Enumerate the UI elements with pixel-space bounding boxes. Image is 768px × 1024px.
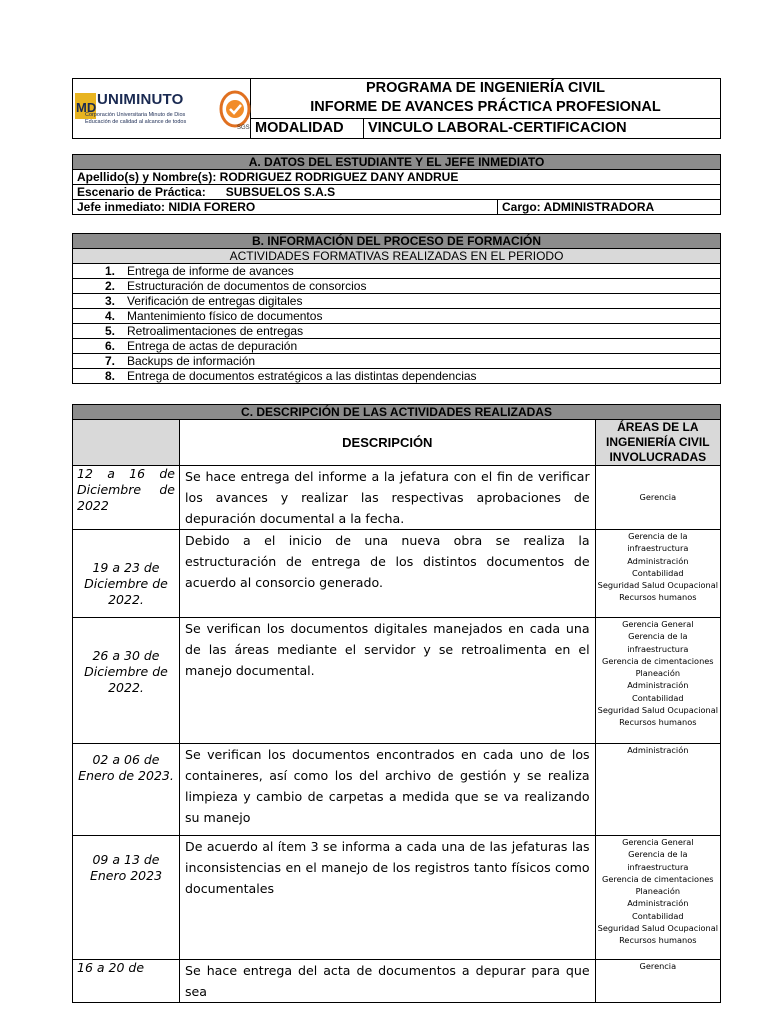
svg-text:MD: MD bbox=[76, 100, 97, 115]
activities-subheading: ACTIVIDADES FORMATIVAS REALIZADAS EN EL PERIODO bbox=[73, 249, 721, 264]
area-item: Planeación bbox=[635, 886, 681, 897]
week-date: 19 a 23 de Diciembre de 2022. bbox=[73, 530, 180, 618]
area-item: Contabilidad bbox=[632, 910, 684, 921]
activity-number: 8. bbox=[104, 369, 115, 383]
description-column-header: DESCRIPCIÓN bbox=[180, 420, 596, 466]
activity-row bbox=[73, 264, 721, 279]
area-item: Planeación bbox=[635, 668, 681, 679]
activity-description: Debido a el inicio de una nueva obra se realiza la estructuración de entrega de los distintos documentos de acuerdo al consorcio generado. bbox=[180, 530, 596, 618]
activity-row bbox=[73, 279, 721, 294]
week-date: 02 a 06 de Enero de 2023. bbox=[73, 744, 180, 836]
area-item: Administración bbox=[627, 555, 689, 566]
activity-description: Se verifican los documentos digitales manejados en cada una de las áreas mediante el servidor y se retroalimenta en el manejo documental. bbox=[180, 618, 596, 744]
seal-label: SGS bbox=[237, 125, 250, 131]
area-item: Gerencia bbox=[639, 961, 677, 971]
activity-number: 5. bbox=[104, 324, 115, 338]
involved-areas bbox=[595, 744, 720, 836]
activity-description: Se hace entrega del acta de documentos a depurar para que sea bbox=[180, 960, 596, 1003]
logo-subtitle: Corporación Universitaria Minuto de Dios bbox=[85, 112, 186, 118]
activity-report-row bbox=[73, 618, 721, 744]
immediate-boss: Jefe inmediato: NIDIA FORERO bbox=[73, 200, 498, 215]
activity-number: 1. bbox=[104, 264, 115, 278]
program-title: PROGRAMA DE INGENIERÍA CIVIL bbox=[251, 79, 721, 99]
involved-areas bbox=[595, 466, 720, 530]
activity-number: 3. bbox=[104, 294, 115, 308]
area-item: Gerencia de cimentaciones bbox=[602, 873, 714, 884]
week-date: 26 a 30 de Diciembre de 2022. bbox=[73, 618, 180, 744]
report-title: INFORME DE AVANCES PRÁCTICA PROFESIONAL bbox=[251, 98, 721, 118]
activity-report-row bbox=[73, 466, 721, 530]
area-item: Gerencia de cimentaciones bbox=[602, 655, 714, 666]
activity-row bbox=[73, 309, 721, 324]
area-item: Gerencia de la bbox=[628, 631, 688, 642]
activity-text: Retroalimentaciones de entregas bbox=[127, 324, 304, 338]
activity-text: Estructuración de documentos de consorcios bbox=[127, 279, 367, 293]
activity-report-row bbox=[73, 960, 721, 1003]
activity-row bbox=[73, 339, 721, 354]
activity-number: 6. bbox=[104, 339, 115, 353]
modalidad-label: MODALIDAD bbox=[251, 118, 364, 138]
activity-text: Backups de información bbox=[127, 354, 256, 368]
activity-report-row bbox=[73, 836, 721, 960]
area-item: Gerencia General bbox=[622, 837, 694, 847]
week-date: 09 a 13 de Enero 2023 bbox=[73, 836, 180, 960]
area-item: Seguridad Salud Ocupacional bbox=[597, 923, 718, 934]
activity-row bbox=[73, 369, 721, 384]
area-item: Seguridad Salud Ocupacional bbox=[597, 705, 718, 716]
activity-row bbox=[73, 324, 721, 339]
area-item: infraestructura bbox=[627, 861, 689, 872]
area-item: Administración bbox=[627, 898, 689, 909]
week-date: 16 a 20 de bbox=[73, 960, 180, 1003]
involved-areas bbox=[595, 960, 720, 1003]
logo-cell bbox=[73, 79, 251, 139]
activity-report-row bbox=[73, 530, 721, 618]
activity-number: 2. bbox=[104, 279, 115, 293]
modalidad-value: VINCULO LABORAL-CERTIFICACION bbox=[364, 118, 721, 138]
area-item: Gerencia de la bbox=[628, 531, 688, 541]
area-item: Gerencia General bbox=[622, 619, 694, 629]
section-c-table bbox=[72, 404, 721, 1003]
activity-description: Se verifican los documentos encontrados en cada uno de los containeres, así como los del archivo de gestión y se realiza limpieza y cambio de carpetas a medida que se va realizando su manejo bbox=[180, 744, 596, 836]
uniminuto-logo bbox=[75, 87, 250, 133]
date-column-header bbox=[73, 420, 180, 466]
activity-description: De acuerdo al ítem 3 se informa a cada una de las jefaturas las inconsistencias en el manejo de los registros tanto físicos como documentales bbox=[180, 836, 596, 960]
activity-number: 4. bbox=[104, 309, 115, 323]
practice-scenario: Escenario de Práctica: SUBSUELOS S.A.S bbox=[73, 185, 721, 200]
activity-text: Entrega de documentos estratégicos a las distintas dependencias bbox=[127, 369, 477, 383]
section-b-table bbox=[72, 233, 721, 384]
logo-tagline: Educación de calidad al alcance de todos bbox=[85, 119, 187, 125]
area-item: Recursos humanos bbox=[619, 717, 697, 728]
student-name: Apellido(s) y Nombre(s): RODRIGUEZ RODRIGUEZ DANY ANDRUE bbox=[73, 170, 721, 185]
logo-name: UNIMINUTO bbox=[97, 91, 184, 108]
involved-areas bbox=[595, 530, 720, 618]
involved-areas bbox=[595, 836, 720, 960]
involved-areas bbox=[595, 618, 720, 744]
section-a-table bbox=[72, 154, 721, 215]
activity-row bbox=[73, 294, 721, 309]
area-item: Seguridad Salud Ocupacional bbox=[597, 580, 718, 591]
activity-number: 7. bbox=[104, 354, 115, 368]
week-date: 12 a 16 de Diciembre de 2022 bbox=[73, 466, 180, 530]
activity-text: Mantenimiento físico de documentos bbox=[127, 309, 323, 323]
activity-text: Entrega de informe de avances bbox=[127, 264, 294, 278]
section-a-heading: A. DATOS DEL ESTUDIANTE Y EL JEFE INMEDIATO bbox=[73, 155, 721, 170]
boss-position: Cargo: ADMINISTRADORA bbox=[498, 200, 721, 215]
area-item: Administración bbox=[627, 680, 689, 691]
activity-text: Verificación de entregas digitales bbox=[127, 294, 303, 308]
area-item: Administración bbox=[627, 745, 689, 755]
areas-column-header: ÁREAS DE LA INGENIERÍA CIVIL INVOLUCRADAS bbox=[595, 420, 720, 466]
area-item: Gerencia de la bbox=[628, 849, 688, 860]
section-b-heading: B. INFORMACIÓN DEL PROCESO DE FORMACIÓN bbox=[73, 234, 721, 249]
area-item: Gerencia bbox=[639, 492, 677, 503]
activity-description: Se hace entrega del informe a la jefatura con el fin de verificar los avances y realizar las respectivas aprobaciones de depuración documental a la fecha. bbox=[180, 466, 596, 530]
area-item: Contabilidad bbox=[632, 692, 684, 703]
document-header bbox=[72, 78, 721, 139]
activity-report-row bbox=[73, 744, 721, 836]
area-item: infraestructura bbox=[627, 543, 689, 554]
section-c-heading: C. DESCRIPCIÓN DE LAS ACTIVIDADES REALIZADAS bbox=[73, 405, 721, 420]
activity-text: Entrega de actas de depuración bbox=[127, 339, 298, 353]
area-item: Recursos humanos bbox=[619, 592, 697, 603]
area-item: infraestructura bbox=[627, 643, 689, 654]
activity-row bbox=[73, 354, 721, 369]
area-item: Contabilidad bbox=[632, 567, 684, 578]
area-item: Recursos humanos bbox=[619, 935, 697, 946]
